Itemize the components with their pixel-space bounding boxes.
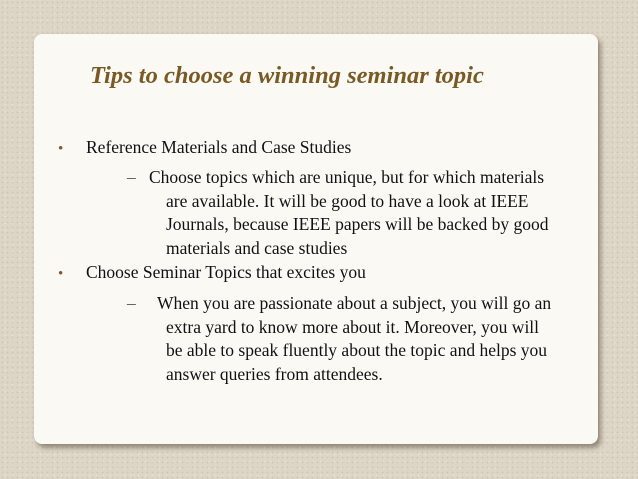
sub-bullet-line: materials and case studies xyxy=(166,238,348,259)
sub-bullet-line: answer queries from attendees. xyxy=(166,364,383,385)
slide-title: Tips to choose a winning seminar topic xyxy=(90,62,484,89)
sub-bullet-line: are available. It will be good to have a look at IEEE xyxy=(166,190,529,211)
sub-bullet-line: Journals, because IEEE papers will be backed by good xyxy=(166,214,549,235)
dash-icon: – xyxy=(127,293,136,313)
bullet-item xyxy=(58,136,351,160)
bullet-text: Reference Materials and Case Studies xyxy=(86,137,352,157)
sub-bullet xyxy=(127,292,551,387)
bullet-icon: • xyxy=(58,266,64,282)
bullet-item xyxy=(58,261,366,285)
sub-bullet-line: be able to speak fluently about the topic and helps you xyxy=(166,340,548,361)
bullet-text: Choose Seminar Topics that excites you xyxy=(86,262,366,282)
sub-bullet-line: Choose topics which are unique, but for which materials xyxy=(149,167,545,187)
bullet-icon: • xyxy=(58,141,64,157)
sub-bullet-line: When you are passionate about a subject, you will go an xyxy=(157,293,552,313)
sub-bullet xyxy=(127,166,548,261)
sub-bullet-line: extra yard to know more about it. Moreover, you will xyxy=(166,316,540,337)
dash-icon: – xyxy=(127,167,136,187)
